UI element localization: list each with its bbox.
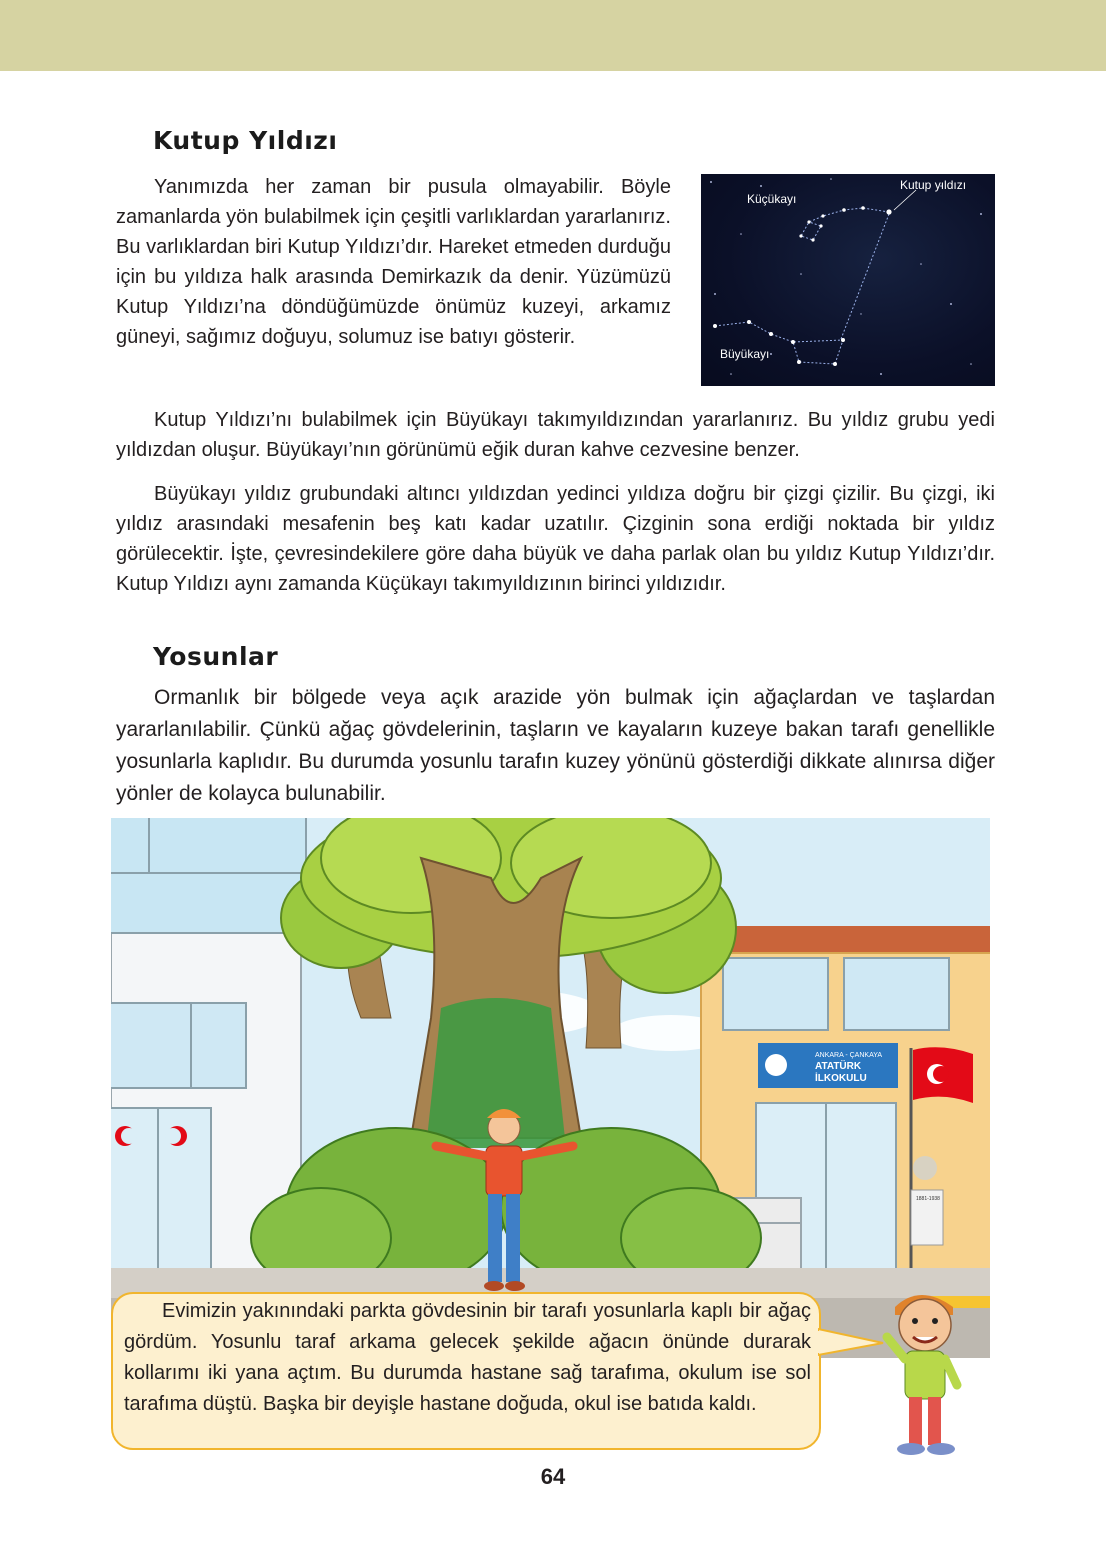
school-sign-line1: ANKARA - ÇANKAYA — [815, 1052, 883, 1059]
section-heading-polaris: Kutup Yıldızı — [153, 126, 338, 155]
top-band — [0, 0, 1106, 71]
page-number: 64 — [540, 1464, 566, 1489]
label-polaris: Kutup yıldızı — [900, 178, 967, 192]
section-heading-mosses: Yosunlar — [153, 642, 279, 671]
plaque-text: 1881-1938 — [916, 1196, 940, 1202]
park-scene-drawing — [111, 818, 990, 1358]
school-sign-line2: ATATÜRK — [815, 1061, 862, 1072]
label-big-dipper: Büyükayı — [720, 347, 770, 361]
paragraph-mosses: Ormanlık bir bölgede veya açık arazide yön bulmak için ağaçlardan ve taşlardan yararlanılabilir. Çünkü ağaç gövdelerinin, taşların ve kayaların kuzeye bakan tarafı genellikle yosunlarla kaplıdır. Bu durumda yosunlu tarafın kuzey yönünü gösterdiği dikkate alınırsa diğer yönler de kolayca bulunabilir. — [116, 686, 995, 805]
paragraph-finding-polaris: Büyükayı yıldız grubundaki altıncı yıldızdan yedinci yıldıza doğru bir çizgi çizilir. Bu çizgi, iki yıldız arasındaki mesafenin beş katı kadar uzatılır. Çizginin sona erdiği noktada bir yıldız görülecektir. İşte, çevresindekilere göre daha büyük ve daha parlak olan bu yıldız Kutup Yıldızı’dır. Kutup Yıldızı aynı zamanda Küçükayı takımyıldızının birinci yıldızıdır. — [116, 483, 995, 595]
label-little-dipper: Küçükayı — [747, 192, 797, 206]
paragraph-polaris-intro: Yanımızda her zaman bir pusula olmayabilir. Böyle zamanlarda yön bulabilmek için çeşitli varlıklardan yararlanırız. Bu varlıklardan biri Kutup Yıldızı’dır. Hareket etmeden durduğu için bu yıldıza halk arasında Demirkazık da denir. Yüzümüzü Kutup Yıldızı’na döndüğümüzde önümüz kuzeyi, arkamız güneyi, sağımız doğuyu, solumuz ise batıyı gösterir. — [116, 176, 671, 348]
park-illustration — [111, 818, 990, 1358]
paragraph-big-dipper: Kutup Yıldızı’nı bulabilmek için Büyükayı takımyıldızından yararlanırız. Bu yıldız grubu yedi yıldızdan oluşur. Büyükayı’nın görünümü eğik duran kahve cezvesine benzer. — [116, 409, 995, 461]
star-map-image — [701, 174, 995, 386]
school-sign-line3: İLKOKULU — [815, 1073, 867, 1084]
speaking-boy-illustration — [875, 1285, 975, 1460]
speech-bubble-text: Evimizin yakınındaki parkta gövdesinin bir tarafı yosunlarla kaplı bir ağaç gördüm. Yosunlu taraf arkama gelecek şekilde ağacın önünde durarak kollarımı iki yana açtım. Bu durumda hastane sağ tarafıma, okulum ise sol tarafıma düştü. Başka bir deyişle hastane doğuda, okul ise batıda kaldı. — [124, 1300, 811, 1415]
